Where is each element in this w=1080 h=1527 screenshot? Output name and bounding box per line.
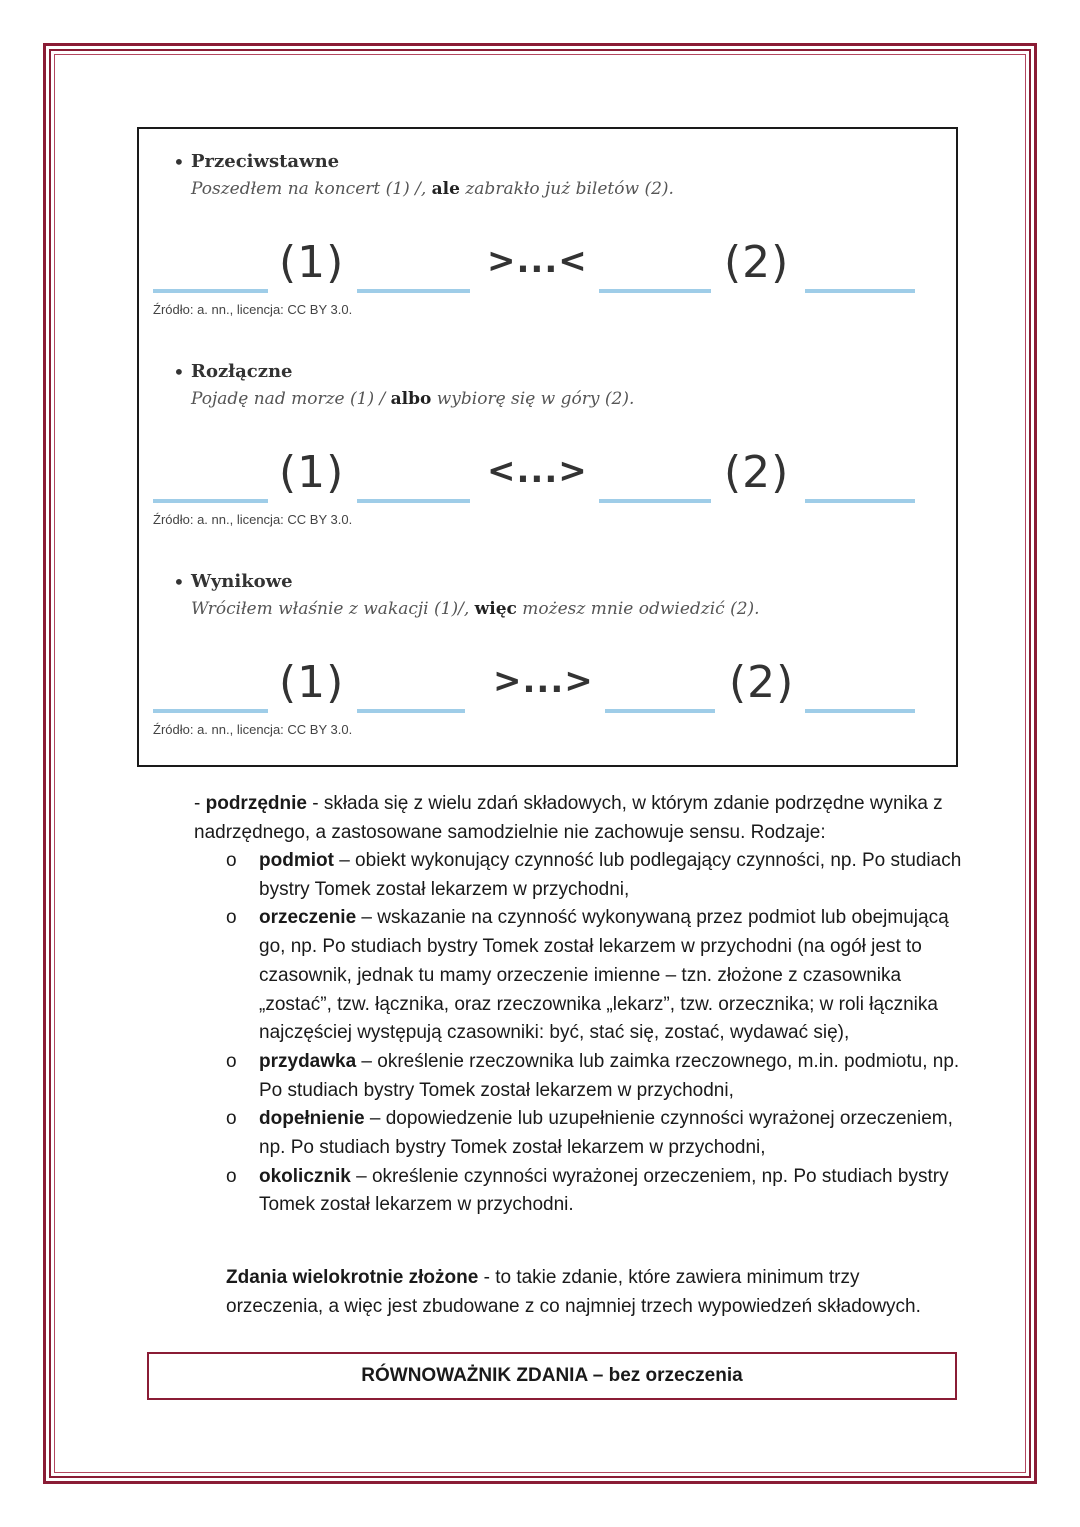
section-example: Poszedłem na koncert (1) /, ale zabrakło już biletów (2). bbox=[191, 179, 674, 199]
diagram-label-2: (2) bbox=[729, 657, 795, 708]
wielokrotnie-term: Zdania wielokrotnie złożone bbox=[226, 1267, 479, 1288]
bullet-icon: • bbox=[173, 570, 185, 594]
diagram-line bbox=[599, 289, 711, 293]
bullet-icon: • bbox=[173, 360, 185, 384]
diagram-line bbox=[805, 499, 915, 503]
diagram-relation-symbol: >...< bbox=[487, 241, 588, 281]
diagram-line bbox=[599, 499, 711, 503]
diagram-line bbox=[805, 709, 915, 713]
circle-bullet-icon: o bbox=[226, 1165, 237, 1187]
section-title: Wynikowe bbox=[191, 571, 293, 592]
section-title: Przeciwstawne bbox=[191, 151, 340, 172]
rownowaznik-heading-box bbox=[147, 1352, 957, 1400]
section-title: Rozłączne bbox=[191, 361, 293, 382]
circle-bullet-icon: o bbox=[226, 850, 237, 871]
diagram-label-2: (2) bbox=[724, 237, 790, 288]
diagram-line bbox=[357, 499, 470, 503]
podrzednie-term: podrzędnie bbox=[205, 793, 307, 814]
list-item: o podmiot – obiekt wykonujący czynność lub podlegający czynności, np. Po studiach bystry Tomek został lekarzem w przychodni, bbox=[226, 847, 966, 904]
list-item: o przydawka – określenie rzeczownika lub zaimka rzeczownego, m.in. podmiotu, np. Po studiach bystry Tomek został lekarzem w przychodni, bbox=[226, 1048, 966, 1105]
circle-bullet-icon: o bbox=[226, 1050, 237, 1072]
section-example: Wróciłem właśnie z wakacji (1)/, więc możesz mnie odwiedzić (2). bbox=[191, 599, 760, 619]
circle-bullet-icon: o bbox=[226, 907, 237, 929]
section-przeciwstawne bbox=[139, 129, 956, 339]
source-caption: Źródło: a. nn., licencja: CC BY 3.0. bbox=[153, 302, 353, 317]
diagram-label-2: (2) bbox=[724, 447, 790, 498]
diagram-line bbox=[153, 289, 268, 293]
sentence-parts-list bbox=[226, 847, 966, 1220]
relation-diagram bbox=[139, 649, 956, 719]
diagram-line bbox=[357, 709, 465, 713]
diagram-relation-symbol: >...> bbox=[493, 661, 594, 701]
wielokrotnie-paragraph: Zdania wielokrotnie złożone - to takie zdanie, które zawiera minimum trzy orzeczenia, a więc jest zbudowane z co najmniej trzech wypowiedzeń składowych. bbox=[226, 1267, 921, 1317]
diagram-relation-symbol: <...> bbox=[487, 451, 588, 491]
podrzednie-paragraph: - podrzędnie - składa się z wielu zdań składowych, w którym zdanie podrzędne wynika z nadrzędnego, a zastosowane samodzielnie nie zachowuje sensu. Rodzaje: bbox=[194, 793, 943, 843]
relation-diagram bbox=[139, 229, 956, 299]
relation-diagram bbox=[139, 439, 956, 509]
list-item: o orzeczenie – wskazanie na czynność wykonywaną przez podmiot lub obejmującą go, np. Po studiach bystry Tomek został lekarzem w przychodni (na ogół jest to czasownik, jednak tu mamy orzeczenie imienne – tzn. złożone z czasownika „zostać”, tzw. łącznika, oraz rzeczownika „lekarz”, tzw. orzecznika; w roli łącznika najczęściej występują czasowniki: być, stać się, zostać, wydawać się), bbox=[226, 904, 966, 1048]
circle-bullet-icon: o bbox=[226, 1108, 237, 1130]
diagram-line bbox=[805, 289, 915, 293]
diagram-line bbox=[357, 289, 470, 293]
source-caption: Źródło: a. nn., licencja: CC BY 3.0. bbox=[153, 512, 353, 527]
bullet-icon: • bbox=[173, 150, 185, 174]
diagram-line bbox=[605, 709, 715, 713]
compound-sentence-types-box bbox=[137, 127, 958, 767]
list-item: o okolicznik – określenie czynności wyrażonej orzeczeniem, np. Po studiach bystry Tomek został lekarzem w przychodni. bbox=[226, 1163, 966, 1220]
diagram-line bbox=[153, 499, 268, 503]
list-item: o dopełnienie – dopowiedzenie lub uzupełnienie czynności wyrażonej orzeczeniem, np. Po studiach bystry Tomek został lekarzem w przychodni, bbox=[226, 1105, 966, 1162]
source-caption: Źródło: a. nn., licencja: CC BY 3.0. bbox=[153, 722, 353, 737]
section-example: Pojadę nad morze (1) / albo wybiorę się w góry (2). bbox=[191, 389, 635, 409]
diagram-label-1: (1) bbox=[279, 657, 345, 708]
section-wynikowe bbox=[139, 549, 956, 759]
diagram-line bbox=[153, 709, 268, 713]
diagram-label-1: (1) bbox=[279, 237, 345, 288]
section-rozlaczne bbox=[139, 339, 956, 549]
rownowaznik-heading: RÓWNOWAŻNIK ZDANIA – bez orzeczenia bbox=[361, 1365, 743, 1386]
diagram-label-1: (1) bbox=[279, 447, 345, 498]
